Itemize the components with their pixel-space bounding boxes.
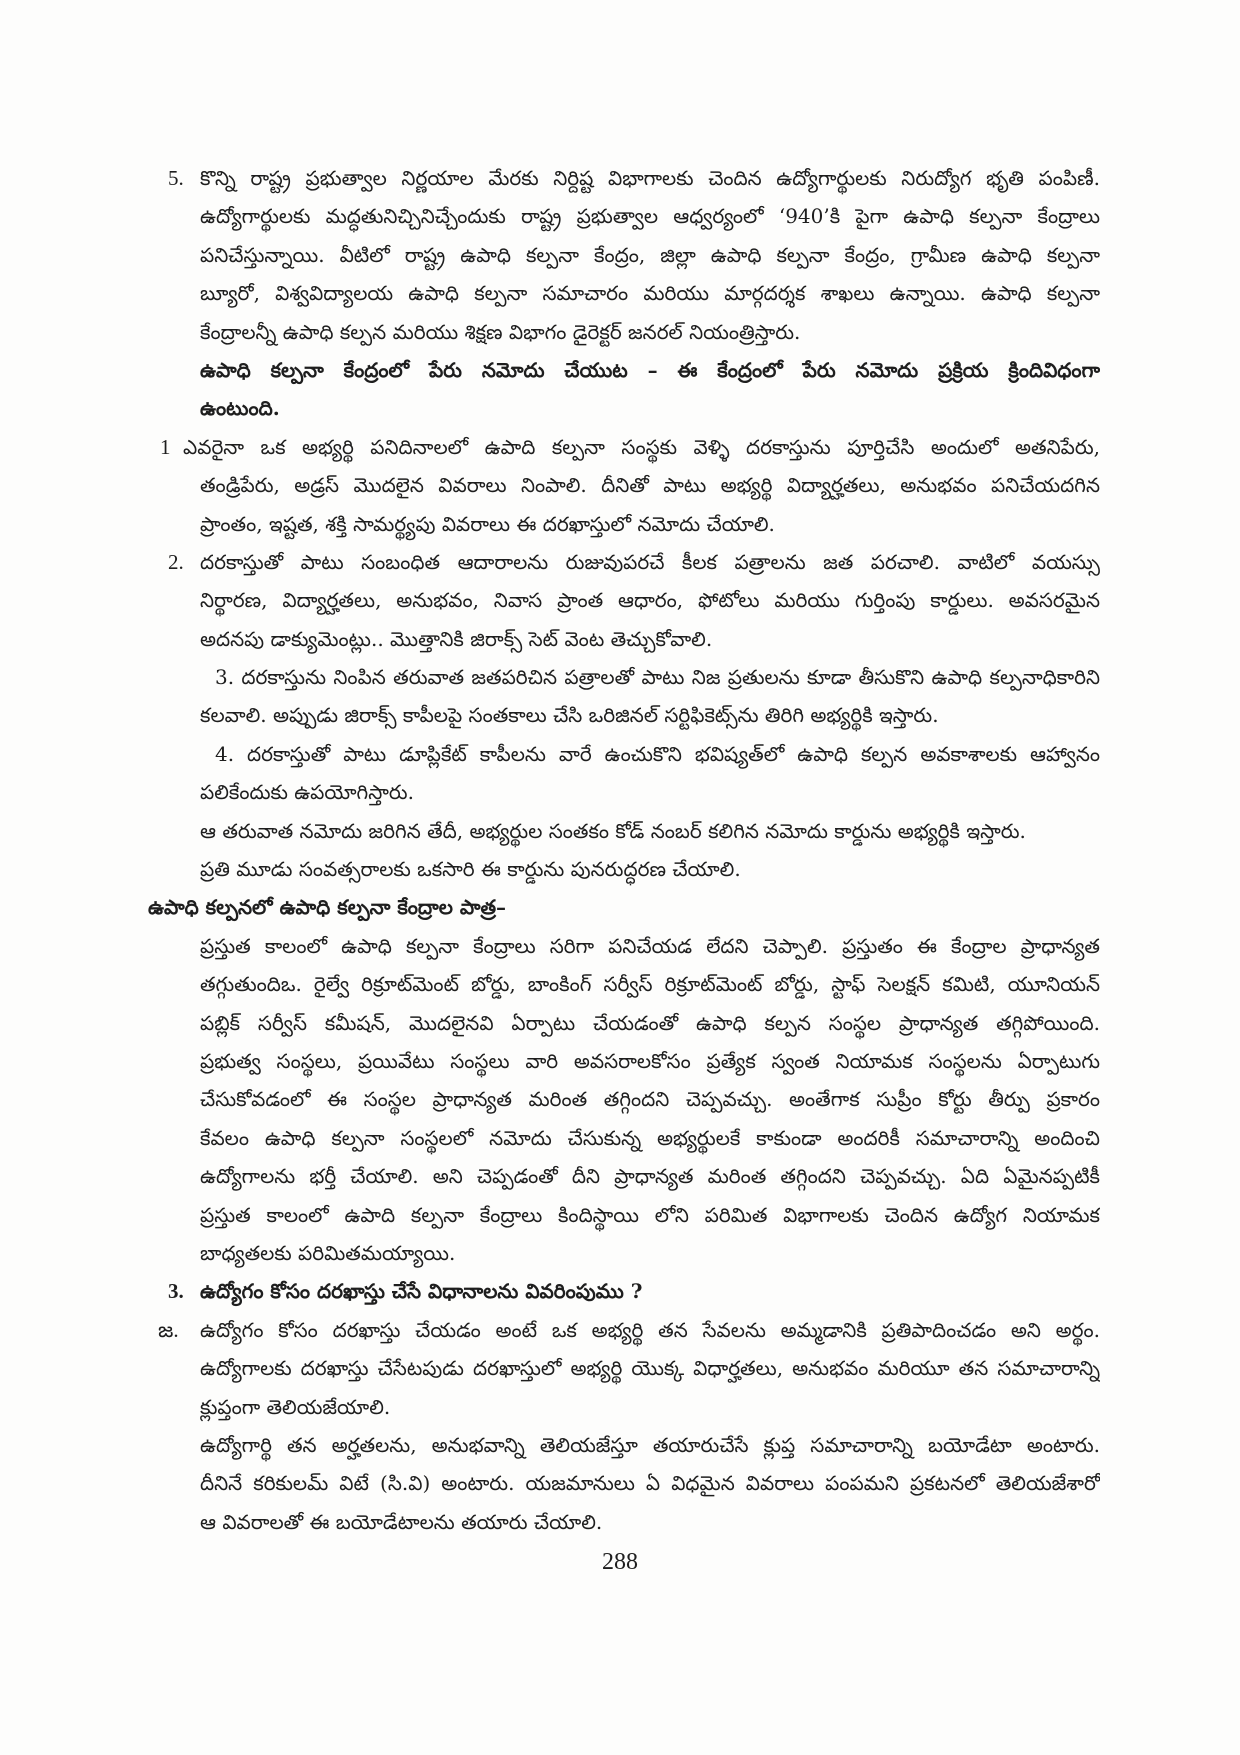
paragraph-line: పనిచేస్తున్నాయి. వీటిలో రాష్ట్ర ఉపాధి కల్పనా కేంద్రం, జిల్లా ఉపాధి కల్పనా కేంద్రం, గ్రామీణ ఉపాధి కల్పనా [200,242,1100,267]
list-number: 2. [168,549,184,574]
text-line [0,1080,1240,1118]
text-line [0,428,1240,466]
text-line [0,159,1240,197]
step-line: 4. దరకాస్తుతో పాటు డూప్లికేట్ కాపీలను వారే ఉంచుకొని భవిష్యత్‌లో ఉపాధి కల్పన అవకాశాలకు ఆహ్వానం [215,741,1100,766]
answer-line: ఉద్యోగాలకు దరఖాస్తు చేసేటపుడు దరఖాస్తులో అభ్యర్థి యొక్క విధార్హతలు, అనుభవం మరియూ తన సమాచారాన్ని [200,1356,1100,1381]
text-line [0,466,1240,504]
step-line: అదనపు డాక్యుమెంట్లు.. మొత్తానికి జిరాక్స్ సెట్ వెంట తెచ్చుకోవాలి. [200,626,713,651]
question-number: 3. [168,1279,184,1304]
step-line: నిర్థారణ, విద్యార్హతలు, అనుభవం, నివాస ప్రాంత ఆధారం, ఫోటోలు మరియు గుర్తింపు కార్డులు. అవసరమైన [200,588,1100,613]
question-text: ఉద్యోగం కోసం దరఖాస్తు చేసే విధానాలను వివరింపుము ? [200,1279,643,1304]
text-line [0,850,1240,888]
paragraph-line: చేసుకోవడంలో ఈ సంస్థల ప్రాధాన్యత మరింత తగ్గిందని చెప్పవచ్చు. అంతేగాక సుప్రీం కోర్టు తీర్పు ప్రకారం [200,1087,1100,1112]
text-line [0,696,1240,734]
text-line [0,505,1240,543]
page-number: 288 [602,1549,638,1575]
page-body [0,159,1240,1541]
paragraph-line: పబ్లిక్ సర్వీస్ కమీషన్, మొదలైనవి ఏర్పాటు చేయడంతో ఉపాధి కల్పన సంస్థల ప్రాధాన్యత తగ్గిపోయింది. [200,1010,1100,1035]
step-line: పలికేందుకు ఉపయోగిస్తారు. [200,780,414,805]
list-number: 1 [160,434,171,459]
step-line: దరకాస్తుతో పాటు సంబంధిత ఆదారాలను రుజువుపరచే కీలక పత్రాలను జత పరచాలి. వాటిలో వయస్సు [200,549,1100,574]
text-line [0,735,1240,773]
paragraph-line: కేవలం ఉపాధి కల్పనా సంస్థలలో నమోదు చేసుకున్న అభ్యర్థులకే కాకుండా అందరికీ సమాచారాన్ని అందించి [200,1125,1100,1150]
text-line [0,197,1240,235]
answer-line: ఉద్యోగం కోసం దరఖాస్తు చేయడం అంటే ఒక అభ్యర్థి తన సేవలను అమ్మడానికి ప్రతిపాదించడం అని అర్థం. [200,1317,1100,1342]
section-heading: ఉపాధి కల్పనలో ఉపాధి కల్పనా కేంద్రాల పాత్ర– [148,895,507,920]
text-line [0,1004,1240,1042]
paragraph-line: ప్రభుత్వ సంస్థలు, ప్రయివేటు సంస్థలు వారి అవసరాలకోసం ప్రత్యేక స్వంత నియామక సంస్థలను ఏర్పాటుగు [200,1048,1100,1073]
text-line [0,1464,1240,1502]
list-number: 5. [168,166,184,190]
text-line [0,1042,1240,1080]
paragraph-line: ప్రస్తుత కాలంలో ఉపాది కల్పనా కేంద్రాలు కిందిస్థాయి లోని పరిమిత విభాగాలకు చెందిన ఉద్యోగ నియామక [200,1202,1100,1227]
step-line: కలవాలి. అప్పుడు జిరాక్స్ కాపీలపై సంతకాలు చేసి ఒరిజినల్ సర్టిఫికెట్స్‌ను తిరిగి అభ్యర్థికి ఇస్తారు. [200,703,939,728]
step-line: ప్రాంతం, ఇష్టత, శక్తి సామర్థ్యపు వివరాలు ఈ దరఖాస్తులో నమోదు చేయాలి. [200,511,775,536]
text-line [0,1503,1240,1541]
paragraph-line: ఉద్యోగాలను భర్తీ చేయాలి. అని చెప్పడంతో దీని ప్రాధాన్యత మరింత తగ్గిందని చెప్పవచ్చు. ఏది ఏమైనప్పటికీ [200,1164,1100,1189]
text-line [0,1234,1240,1272]
text-line [0,543,1240,581]
text-line [0,812,1240,850]
text-line [0,236,1240,274]
text-line [0,1426,1240,1464]
paragraph-line: కేంద్రాలన్నీ ఉపాధి కల్పన మరియు శిక్షణ విభాగం డైరెక్టర్ జనరల్ నియంత్రిస్తారు. [200,319,801,344]
paragraph-line: ప్రస్తుత కాలంలో ఉపాధి కల్పనా కేంద్రాలు సరిగా పనిచేయడ లేదని చెప్పాలి. ప్రస్తుతం ఈ కేంద్రాల ప్రాధాన్యత [200,933,1100,958]
answer-line: క్లుప్తంగా తెలియజేయాలి. [200,1394,391,1419]
text-line [0,965,1240,1003]
paragraph-line: కొన్ని రాష్ట్ర ప్రభుత్వాల నిర్ణయాల మేరకు నిర్దిష్ట విభాగాలకు చెందిన ఉద్యోగార్థులకు నిరుద్యోగ భృతి పంపిణీ. [200,166,1100,190]
text-line [0,927,1240,965]
text-line [0,351,1240,389]
text-line [0,658,1240,696]
paragraph-line: తగ్గుతుందిఒ. రైల్వే రిక్రూట్‌మెంట్ బోర్డు, బాంకింగ్ సర్వీస్ రిక్రూట్‌మెంట్ బోర్డు, స్టాఫ్ సెలక్షన్ కమిటి, యూనియన్ [200,972,1100,997]
text-line [0,620,1240,658]
subheading-line: ఉంటుంది. [200,396,280,421]
step-line: 3. దరకాస్తును నింపిన తరువాత జతపరిచిన పత్రాలతో పాటు నిజ ప్రతులను కూడా తీసుకొని ఉపాధి కల్పనాధికారిని [215,665,1100,690]
text-line [0,581,1240,619]
paragraph-line: ప్రతి మూడు సంవత్సరాలకు ఒకసారి ఈ కార్డును పునరుద్ధరణ చేయాలి. [200,857,741,882]
text-line [0,1349,1240,1387]
subheading-line: ఉపాధి కల్పనా కేంద్రంలో పేరు నమోదు చేయుట – ఈ కేంద్రంలో పేరు నమోదు ప్రక్రియ క్రిందివిధంగా [200,357,1100,382]
answer-line: దీనినే కరికులమ్ విటే (సి.వి) అంటారు. యజమానులు ఏ విధమైన వివరాలు పంపమని ప్రకటనలో తెలియజేశారో [200,1471,1100,1496]
text-line [0,1272,1240,1310]
paragraph-line: ఆ తరువాత నమోదు జరిగిన తేదీ, అభ్యర్థుల సంతకం కోడ్ నంబర్ కలిగిన నమోదు కార్డును అభ్యర్థికి ఇస్తారు. [200,818,1026,843]
text-line [0,389,1240,427]
text-line [0,1157,1240,1195]
answer-label: జ. [158,1317,179,1342]
text-line [0,313,1240,351]
text-line [0,274,1240,312]
text-line [0,1119,1240,1157]
text-line [0,1388,1240,1426]
answer-line: ఆ వివరాలతో ఈ బయోడేటాలను తయారు చేయాలి. [200,1509,603,1534]
step-line: తండ్రిపేరు, అడ్రస్ మొదలైన వివరాలు నింపాలి. దీనితో పాటు అభ్యర్థి విద్యార్హతలు, అనుభవం పనిచేయదగిన [200,473,1100,498]
text-line [0,1196,1240,1234]
answer-line: ఉద్యోగార్థి తన అర్హతలను, అనుభవాన్ని తెలియజేస్తూ తయారుచేసే క్లుప్త సమాచారాన్ని బయోడేటా అంటారు. [200,1432,1100,1457]
paragraph-line: బాధ్యతలకు పరిమితమయ్యాయి. [200,1240,456,1265]
step-line: ఎవరైనా ఒక అభ్యర్థి పనిదినాలలో ఉపాది కల్పనా సంస్థకు వెళ్ళి దరకాస్తును పూర్తిచేసి అందులో అతనిపేరు, [183,434,1100,459]
paragraph-line: ఉద్యోగార్థులకు మద్ధతునిచ్చినిచ్చేందుకు రాష్ట్ర ప్రభుత్వాల ఆధ్వర్యంలో ‘940’కి పైగా ఉపాధి కల్పనా కేంద్రాలు [200,204,1100,229]
text-line [0,773,1240,811]
paragraph-line: బ్యూరో, విశ్వవిద్యాలయ ఉపాధి కల్పనా సమాచారం మరియు మార్గదర్శక శాఖలు ఉన్నాయి. ఉపాధి కల్పనా [200,281,1100,306]
text-line [0,1311,1240,1349]
text-line [0,888,1240,926]
